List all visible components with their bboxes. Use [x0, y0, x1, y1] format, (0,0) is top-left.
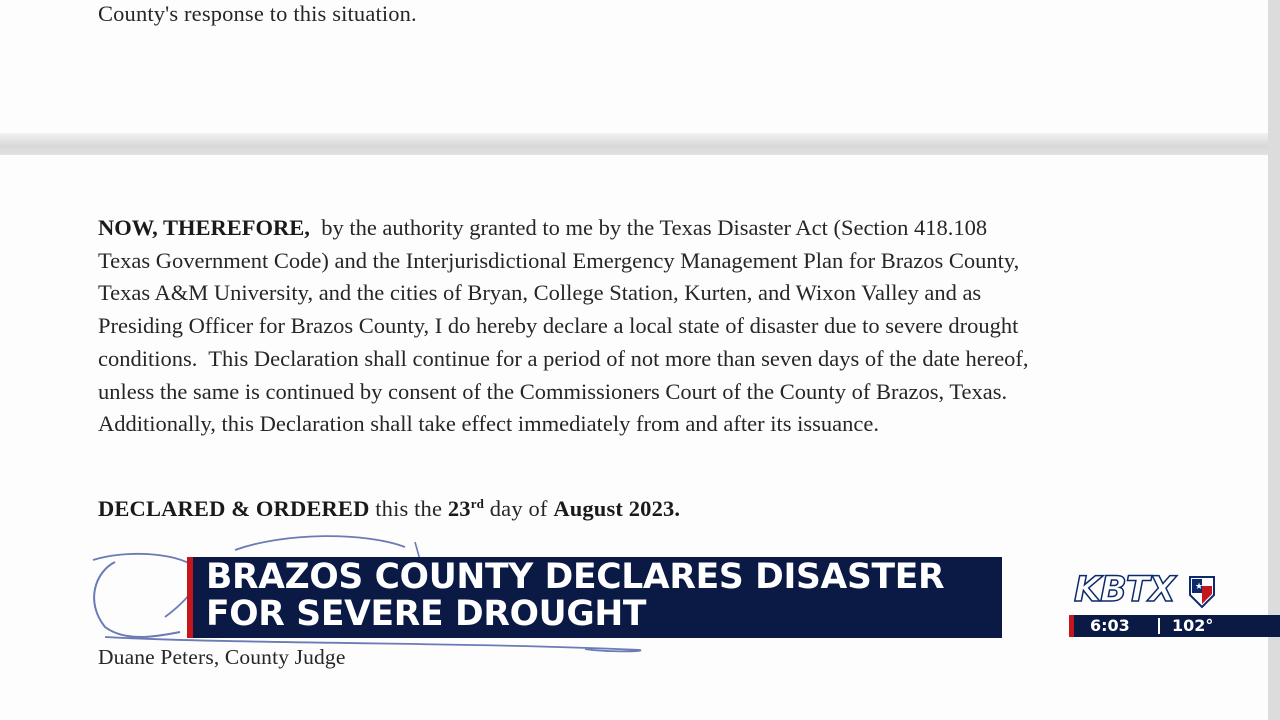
ticker-divider [1158, 618, 1160, 634]
paragraph-line-text: by the authority granted to me by the Texas Disaster Act (Section 418.108 [321, 215, 988, 240]
station-logo-text: KBTX [1074, 570, 1175, 610]
declaration-paragraph [98, 212, 1029, 441]
paragraph-lead: NOW, THEREFORE, [98, 215, 310, 240]
station-logo [1074, 570, 1224, 614]
news-headline [206, 559, 944, 633]
paragraph-line: Texas A&M University, and the cities of Bryan, College Station, Kurten, and Wixon Valley and as [98, 280, 982, 306]
texas-badge-icon [1186, 573, 1218, 609]
declared-ordered-line [98, 496, 680, 522]
headline-line-2: FOR SEVERE DROUGHT [206, 594, 647, 634]
paragraph-line: Additionally, this Declaration shall take effect immediately from and after its issuance. [98, 411, 879, 437]
top-fragment-text: County's response to this situation. [98, 1, 417, 26]
clock-time: 6:03 [1090, 616, 1130, 635]
svg-text:★: ★ [1195, 582, 1204, 592]
paragraph-line: conditions. This Declaration shall continue for a period of not more than seven days of the date hereof, [98, 345, 1029, 371]
frame-edge [1268, 0, 1280, 720]
page-gap [0, 133, 1280, 155]
declaration-day: 23rd [447, 496, 484, 521]
paragraph-line: unless the same is continued by consent of the Commissioners Court of the County of Brazos, Texas. [98, 378, 1008, 404]
declaration-text-mid: this the [375, 496, 443, 521]
paragraph-line [98, 212, 1029, 245]
declaration-date: August 2023. [553, 496, 681, 521]
declaration-text-after: day of [489, 496, 548, 521]
paragraph-line: Texas Government Code) and the Interjurisdictional Emergency Management Plan for Brazos County, [98, 247, 1020, 273]
paragraph-line: Presiding Officer for Brazos County, I do hereby declare a local state of disaster due to severe drought [98, 313, 1019, 339]
temperature: 102° [1172, 616, 1214, 635]
headline-line-1: BRAZOS COUNTY DECLARES DISASTER [206, 557, 945, 597]
time-temperature-bar [1069, 615, 1280, 637]
declared-ordered-label: DECLARED & ORDERED [98, 496, 370, 521]
signatory-name: Duane Peters, County Judge [98, 645, 346, 669]
